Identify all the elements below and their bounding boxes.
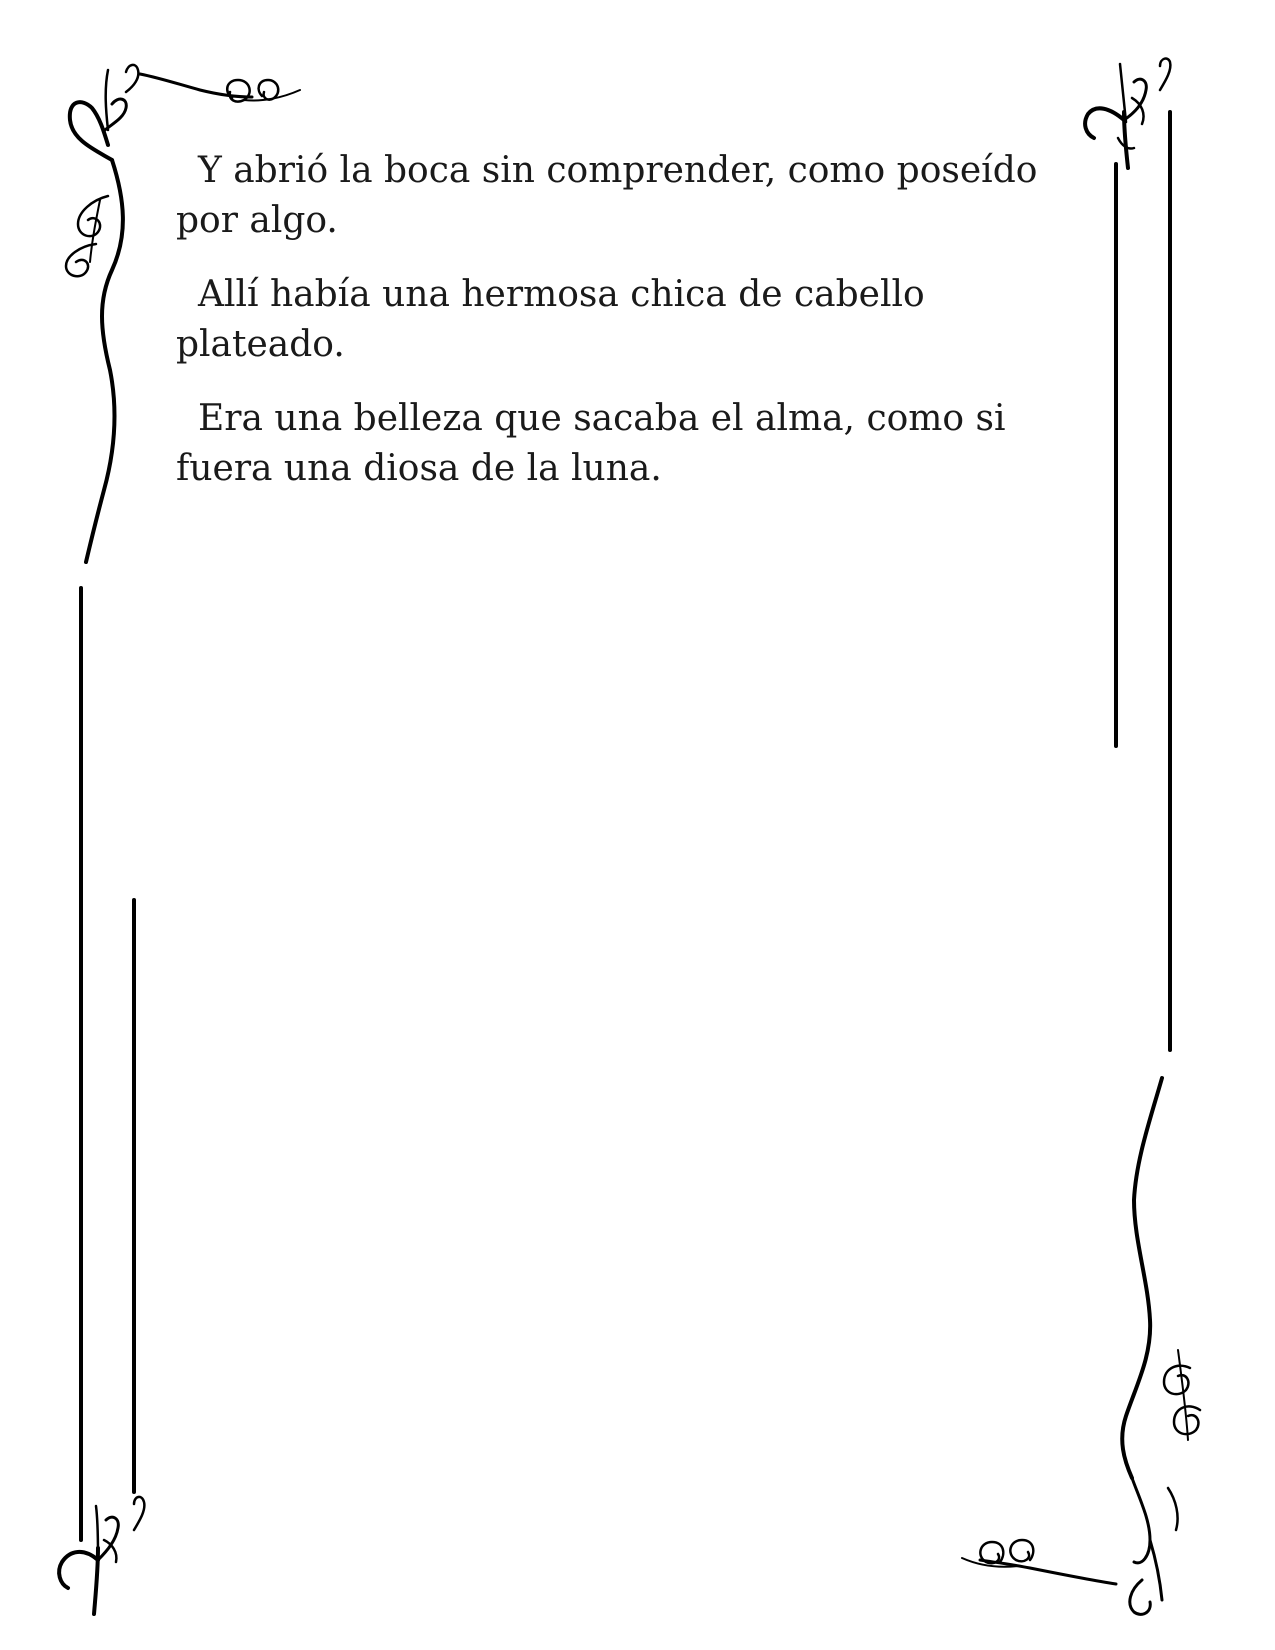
paragraph-2: Allí había una hermosa chica de cabello plateado. — [176, 274, 925, 365]
paragraph-1: Y abrió la boca sin comprender, como poseído por algo. — [176, 150, 1038, 241]
bottom-left-flourish — [59, 1497, 144, 1614]
bottom-right-flourish — [962, 1078, 1200, 1614]
paragraph-3: Era una belleza que sacaba el alma, como si fuera una diosa de la luna. — [176, 398, 1006, 489]
top-right-flourish — [1085, 59, 1170, 168]
story-text — [176, 146, 1076, 518]
